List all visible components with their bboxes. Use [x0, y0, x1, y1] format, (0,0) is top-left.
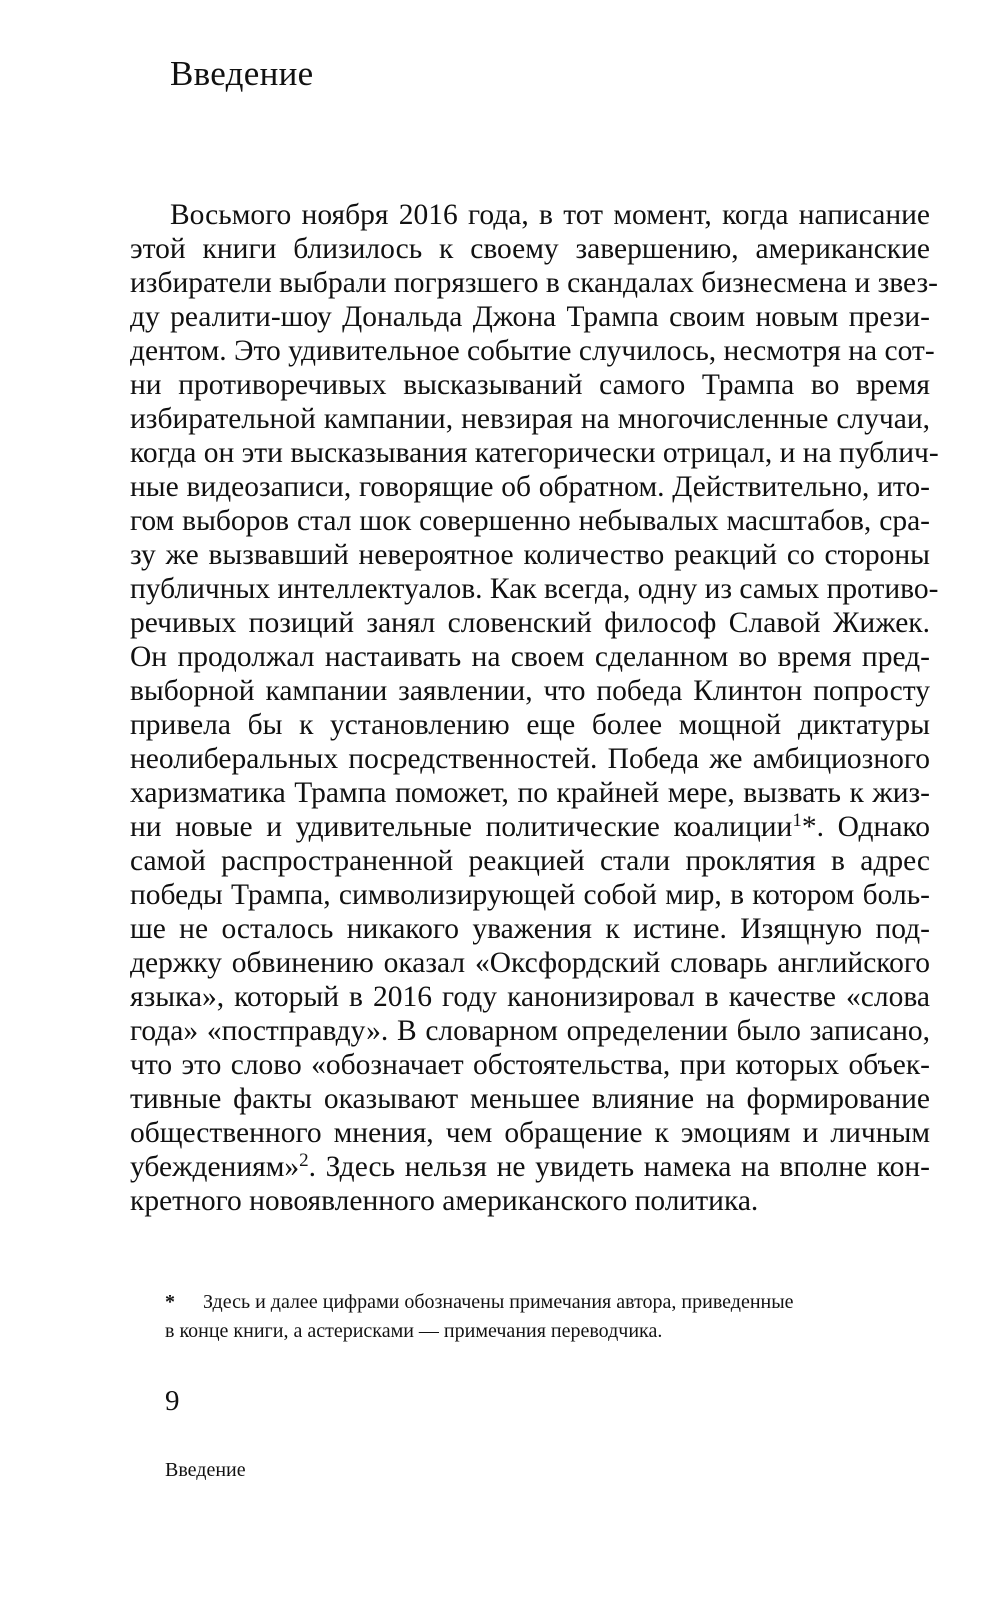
running-footer: Введение — [165, 1459, 246, 1481]
text-line: зу же вызвавший невероятное количество реакций со стороны — [130, 539, 930, 571]
text-line: что это слово «обозначает обстоятельства, при которых объек- — [130, 1049, 930, 1081]
text-line: ни противоречивых высказываний самого Трампа во время — [130, 369, 930, 401]
text-line: общественного мнения, чем обращение к эмоциям и личным — [130, 1117, 930, 1149]
text-segment: убеждениям» — [130, 1151, 300, 1183]
text-line: когда он эти высказывания категорически отрицал, и на публич- — [130, 437, 939, 469]
footnote — [165, 1288, 925, 1346]
text-line: ше не осталось никакого уважения к истине. Изящную под- — [130, 913, 930, 945]
text-line: речивых позиций занял словенский философ Славой Жижек. — [130, 607, 930, 639]
text-line: кретного новоявленного американского политика. — [130, 1185, 759, 1217]
text-line: держку обвинению оказал «Оксфордский словарь английского — [130, 947, 930, 979]
text-line: этой книги близилось к своему завершению, американские — [130, 233, 930, 265]
footnote-line — [165, 1288, 925, 1317]
text-line: языка», который в 2016 году канонизировал в качестве «слова — [130, 981, 930, 1013]
text-segment: ни новые и удивительные политические коалиции — [130, 811, 793, 843]
text-line: выборной кампании заявлении, что победа Клинтон попросту — [130, 675, 930, 707]
text-line: победы Трампа, символизирующей собой мир, в котором боль- — [130, 879, 930, 911]
text-line: харизматика Трампа поможет, по крайней мере, вызвать к жиз- — [130, 777, 930, 809]
text-line: избиратели выбрали погрязшего в скандалах бизнесмена и звез- — [130, 267, 938, 299]
text-line: публичных интеллектуалов. Как всегда, одну из самых противо- — [130, 573, 939, 605]
text-line-with-footnote — [130, 810, 930, 844]
footnote-reference: 2 — [299, 1150, 309, 1171]
text-line: тивные факты оказывают меньшее влияние на формирование — [130, 1083, 930, 1115]
translator-note-reference: * — [801, 811, 817, 843]
page-number: 9 — [165, 1385, 180, 1417]
body-text — [130, 198, 939, 1218]
footnote-reference: 1 — [792, 810, 802, 831]
text-line: неолиберальных посредственностей. Победа же амбициозного — [130, 743, 930, 775]
text-line: самой распространенной реакцией стали проклятия в адрес — [130, 845, 930, 877]
text-line: ду реалити-шоу Дональда Джона Трампа своим новым прези- — [130, 301, 930, 333]
text-segment: . Здесь нельзя не увидеть намека на вполне кон- — [308, 1151, 930, 1183]
text-line: избирательной кампании, невзирая на многочисленные случаи, — [130, 403, 930, 435]
text-segment: . Однако — [816, 811, 931, 843]
text-line: дентом. Это удивительное событие случилось, несмотря на сот- — [130, 335, 935, 367]
chapter-title: Введение — [170, 54, 314, 93]
footnote-text: Здесь и далее цифрами обозначены примечания автора, приведенные — [203, 1291, 794, 1313]
text-line: ные видеозаписи, говорящие об обратном. Действительно, ито- — [130, 471, 930, 503]
footnote-line: в конце книги, а астерисками — примечания переводчика. — [165, 1320, 663, 1342]
text-line: гом выборов стал шок совершенно небывалых масштабов, сра- — [130, 505, 930, 537]
text-line-with-footnote — [130, 1150, 930, 1184]
text-line: Восьмого ноября 2016 года, в тот момент, когда написание — [170, 199, 930, 231]
text-line: привела бы к установлению еще более мощной диктатуры — [130, 709, 930, 741]
text-line: Он продолжал настаивать на своем сделанном во время пред- — [130, 641, 930, 673]
footnote-asterisk: * — [165, 1291, 175, 1313]
text-line: года» «постправду». В словарном определении было записано, — [130, 1015, 930, 1047]
